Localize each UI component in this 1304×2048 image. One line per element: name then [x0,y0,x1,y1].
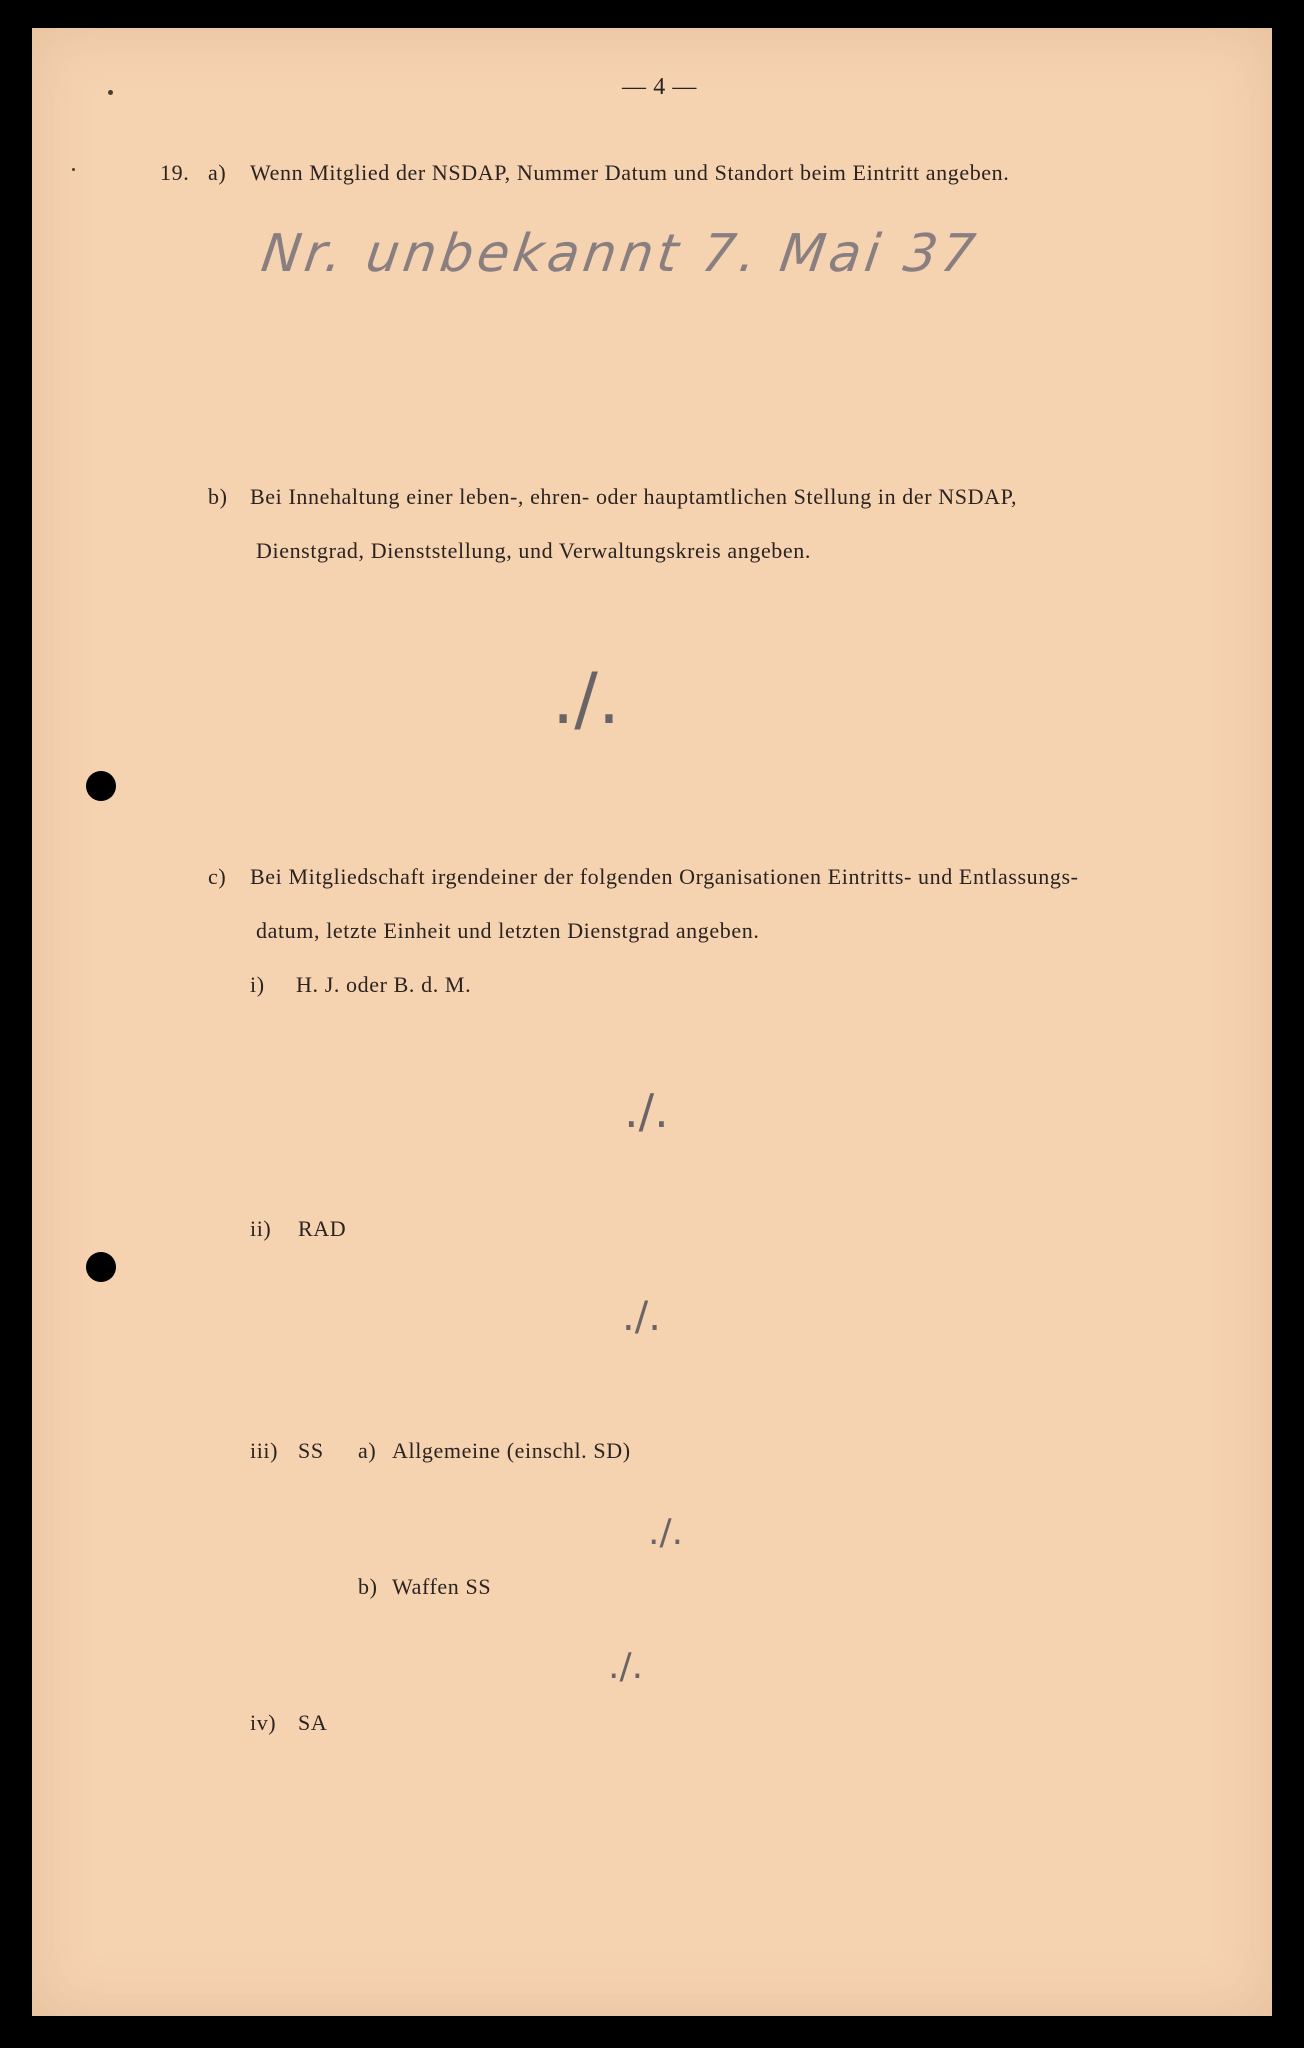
item-iii-a-label: a) [358,1438,377,1463]
item-iii-b-label: b) [358,1574,378,1599]
question-b-line2: Dienstgrad, Dienststellung, und Verwaltungskreis angeben. [256,538,811,563]
item-iii-b-strike: ./. [608,1646,644,1687]
question-a-text: Wenn Mitglied der NSDAP, Nummer Datum und Standort beim Eintritt angeben. [250,160,1010,185]
item-i-strike: ./. [624,1084,669,1138]
question-c-label: c) [208,864,227,889]
item-ii-strike: ./. [622,1294,661,1340]
answer-a-handwritten: Nr. unbekannt 7. Mai 37 [257,224,983,284]
ink-speck [108,90,113,95]
question-c-line2: datum, letzte Einheit und letzten Dienstgrad angeben. [256,918,760,943]
answer-b-strike: ./. [552,658,621,740]
item-iii-a-text: Allgemeine (einschl. SD) [392,1438,631,1463]
document-page [32,28,1272,2016]
item-ii-text: RAD [298,1216,347,1241]
question-b-line1: Bei Innehaltung einer leben-, ehren- oder hauptamtlichen Stellung in der NSDAP, [250,484,1018,509]
item-iii-text: SS [298,1438,324,1463]
item-iii-a-strike: ./. [648,1512,684,1553]
ink-speck [72,168,75,171]
question-c-line1: Bei Mitgliedschaft irgendeiner der folgenden Organisationen Eintritts- und Entlassungs- [250,864,1079,889]
question-b-label: b) [208,484,228,509]
question-a-label: a) [208,160,227,185]
item-iv-label: iv) [250,1710,277,1735]
item-iii-b-text: Waffen SS [392,1574,492,1599]
item-iv-text: SA [298,1710,328,1735]
question-number: 19. [160,160,190,185]
punch-hole-lower [86,1252,116,1282]
page-number: — 4 — [622,74,697,100]
item-iii-label: iii) [250,1438,279,1463]
item-i-label: i) [250,972,265,997]
item-ii-label: ii) [250,1216,272,1241]
punch-hole-upper [86,771,116,801]
item-i-text: H. J. oder B. d. M. [296,972,472,997]
